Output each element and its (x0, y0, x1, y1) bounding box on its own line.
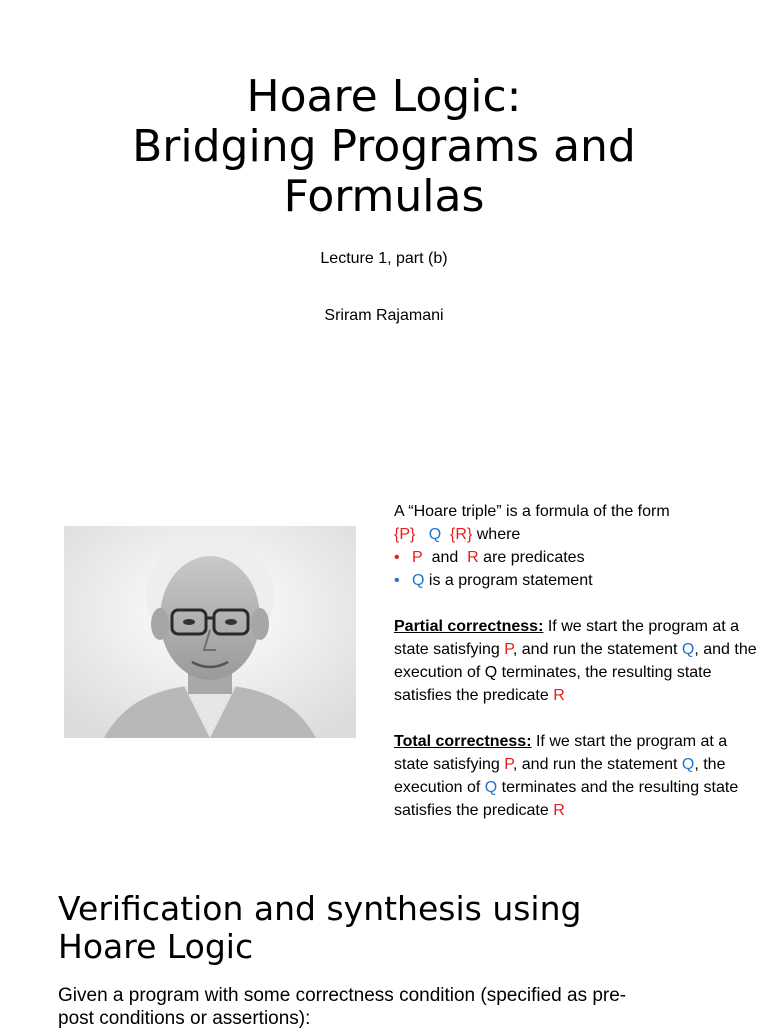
bullet-dot-icon: • (394, 572, 400, 589)
postcondition-r: {R} (450, 526, 473, 543)
bullet-item (394, 546, 764, 569)
definition-text: If we start the program at a state satisfying (394, 733, 728, 773)
partial-correctness-definition (394, 615, 764, 707)
section-heading-line: Verification and synthesis using (58, 889, 582, 928)
paragraph-line: post conditions or assertions): (58, 1008, 311, 1029)
bullet-q: Q (412, 572, 425, 589)
portrait-illustration (64, 526, 356, 738)
statement-q: Q (681, 756, 695, 773)
section-heading-line: Hoare Logic (58, 927, 254, 966)
definition-text: , the execution of (394, 756, 726, 796)
slide-title-line: Hoare Logic: (246, 71, 522, 122)
slide-title-line: Formulas (283, 171, 485, 222)
bullet-dot-icon: • (394, 549, 400, 566)
statement-q: Q (484, 779, 498, 796)
bullet-p: P (412, 549, 423, 566)
predicate-r: R (553, 802, 565, 819)
lecture-subtitle: Lecture 1, part (b) (320, 250, 448, 267)
predicate-r: R (553, 687, 565, 704)
paragraph-line: Given a program with some correctness condition (specified as pre- (58, 985, 627, 1006)
bullet-text: is a program statement (428, 572, 593, 589)
statement-q: Q (681, 641, 695, 658)
predicate-p: P (504, 756, 513, 773)
statement-q: Q (428, 526, 442, 543)
definition-text: If we start the program at a state satisfying (394, 618, 740, 658)
total-correctness-term: Total correctness: (394, 733, 532, 750)
triple-line (394, 523, 764, 546)
hoare-triple-text (394, 500, 764, 822)
predicate-p: P (504, 641, 513, 658)
definition-text: , and run the statement (512, 641, 678, 658)
precondition-p: {P} (394, 526, 416, 543)
intro-paragraph (58, 984, 748, 1030)
portrait-photo (64, 526, 356, 738)
definition-text: , and run the statement (512, 756, 678, 773)
bullet-and: and (431, 549, 459, 566)
definition-text: terminates and the resulting state satisfies the predicate (394, 779, 739, 819)
total-correctness-definition (394, 730, 764, 822)
author-name: Sriram Rajamani (324, 307, 444, 324)
bullet-text: are predicates (483, 549, 585, 566)
partial-correctness-term: Partial correctness: (394, 618, 544, 635)
where-word: where (476, 526, 521, 543)
slide-title (84, 72, 684, 222)
intro-line: A “Hoare triple” is a formula of the form (394, 503, 670, 520)
definition-text: , and the execution of Q terminates, the resulting state satisfies the predicate (394, 641, 757, 704)
slide-title-line: Bridging Programs and (132, 121, 636, 172)
bullet-r: R (467, 549, 479, 566)
bullet-item (394, 569, 764, 592)
section-heading (58, 890, 738, 966)
